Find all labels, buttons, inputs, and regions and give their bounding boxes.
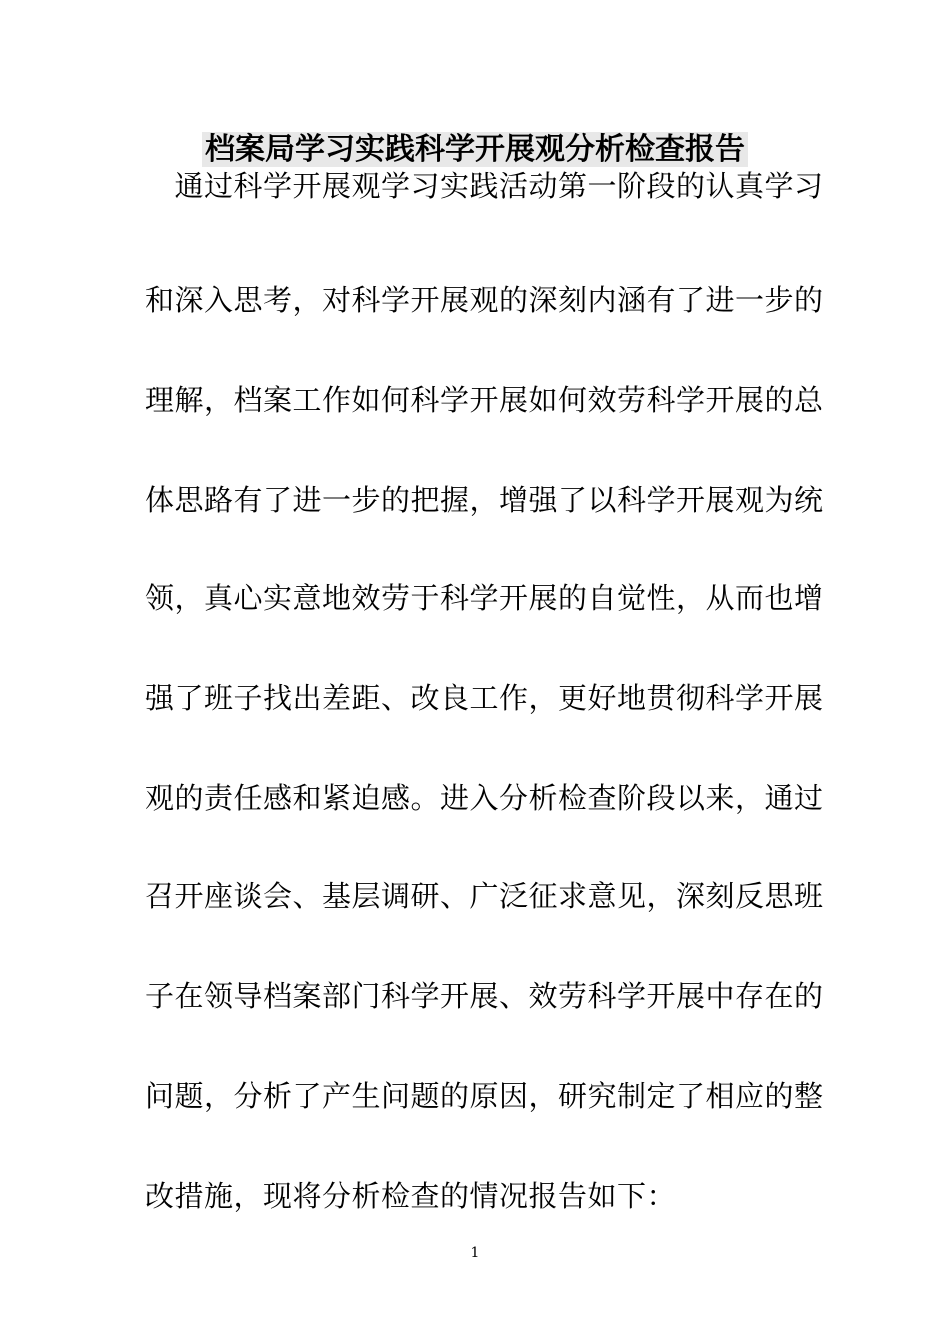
document-title-text: 档案局学习实践科学开展观分析检查报告 <box>202 132 748 167</box>
body-line-4: 体思路有了进一步的把握，增强了以科学开展观为统 <box>145 483 824 517</box>
page-number: 1 <box>470 1245 480 1261</box>
body-line-10: 问题，分析了产生问题的原因，研究制定了相应的整 <box>145 1079 824 1113</box>
body-line-1: 通过科学开展观学习实践活动第一阶段的认真学习 <box>145 169 824 203</box>
body-line-7: 观的责任感和紧迫感。进入分析检查阶段以来，通过 <box>145 781 824 815</box>
body-line-3: 理解，档案工作如何科学开展如何效劳科学开展的总 <box>145 383 824 417</box>
body-line-6: 强了班子找出差距、改良工作，更好地贯彻科学开展 <box>145 681 824 715</box>
body-line-2: 和深入思考，对科学开展观的深刻内涵有了进一步的 <box>145 283 824 317</box>
body-line-9: 子在领导档案部门科学开展、效劳科学开展中存在的 <box>145 979 824 1013</box>
body-line-5: 领，真心实意地效劳于科学开展的自觉性，从而也增 <box>145 581 824 615</box>
body-line-8: 召开座谈会、基层调研、广泛征求意见，深刻反思班 <box>145 879 824 913</box>
body-line-11: 改措施，现将分析检查的情况报告如下： <box>145 1179 677 1213</box>
